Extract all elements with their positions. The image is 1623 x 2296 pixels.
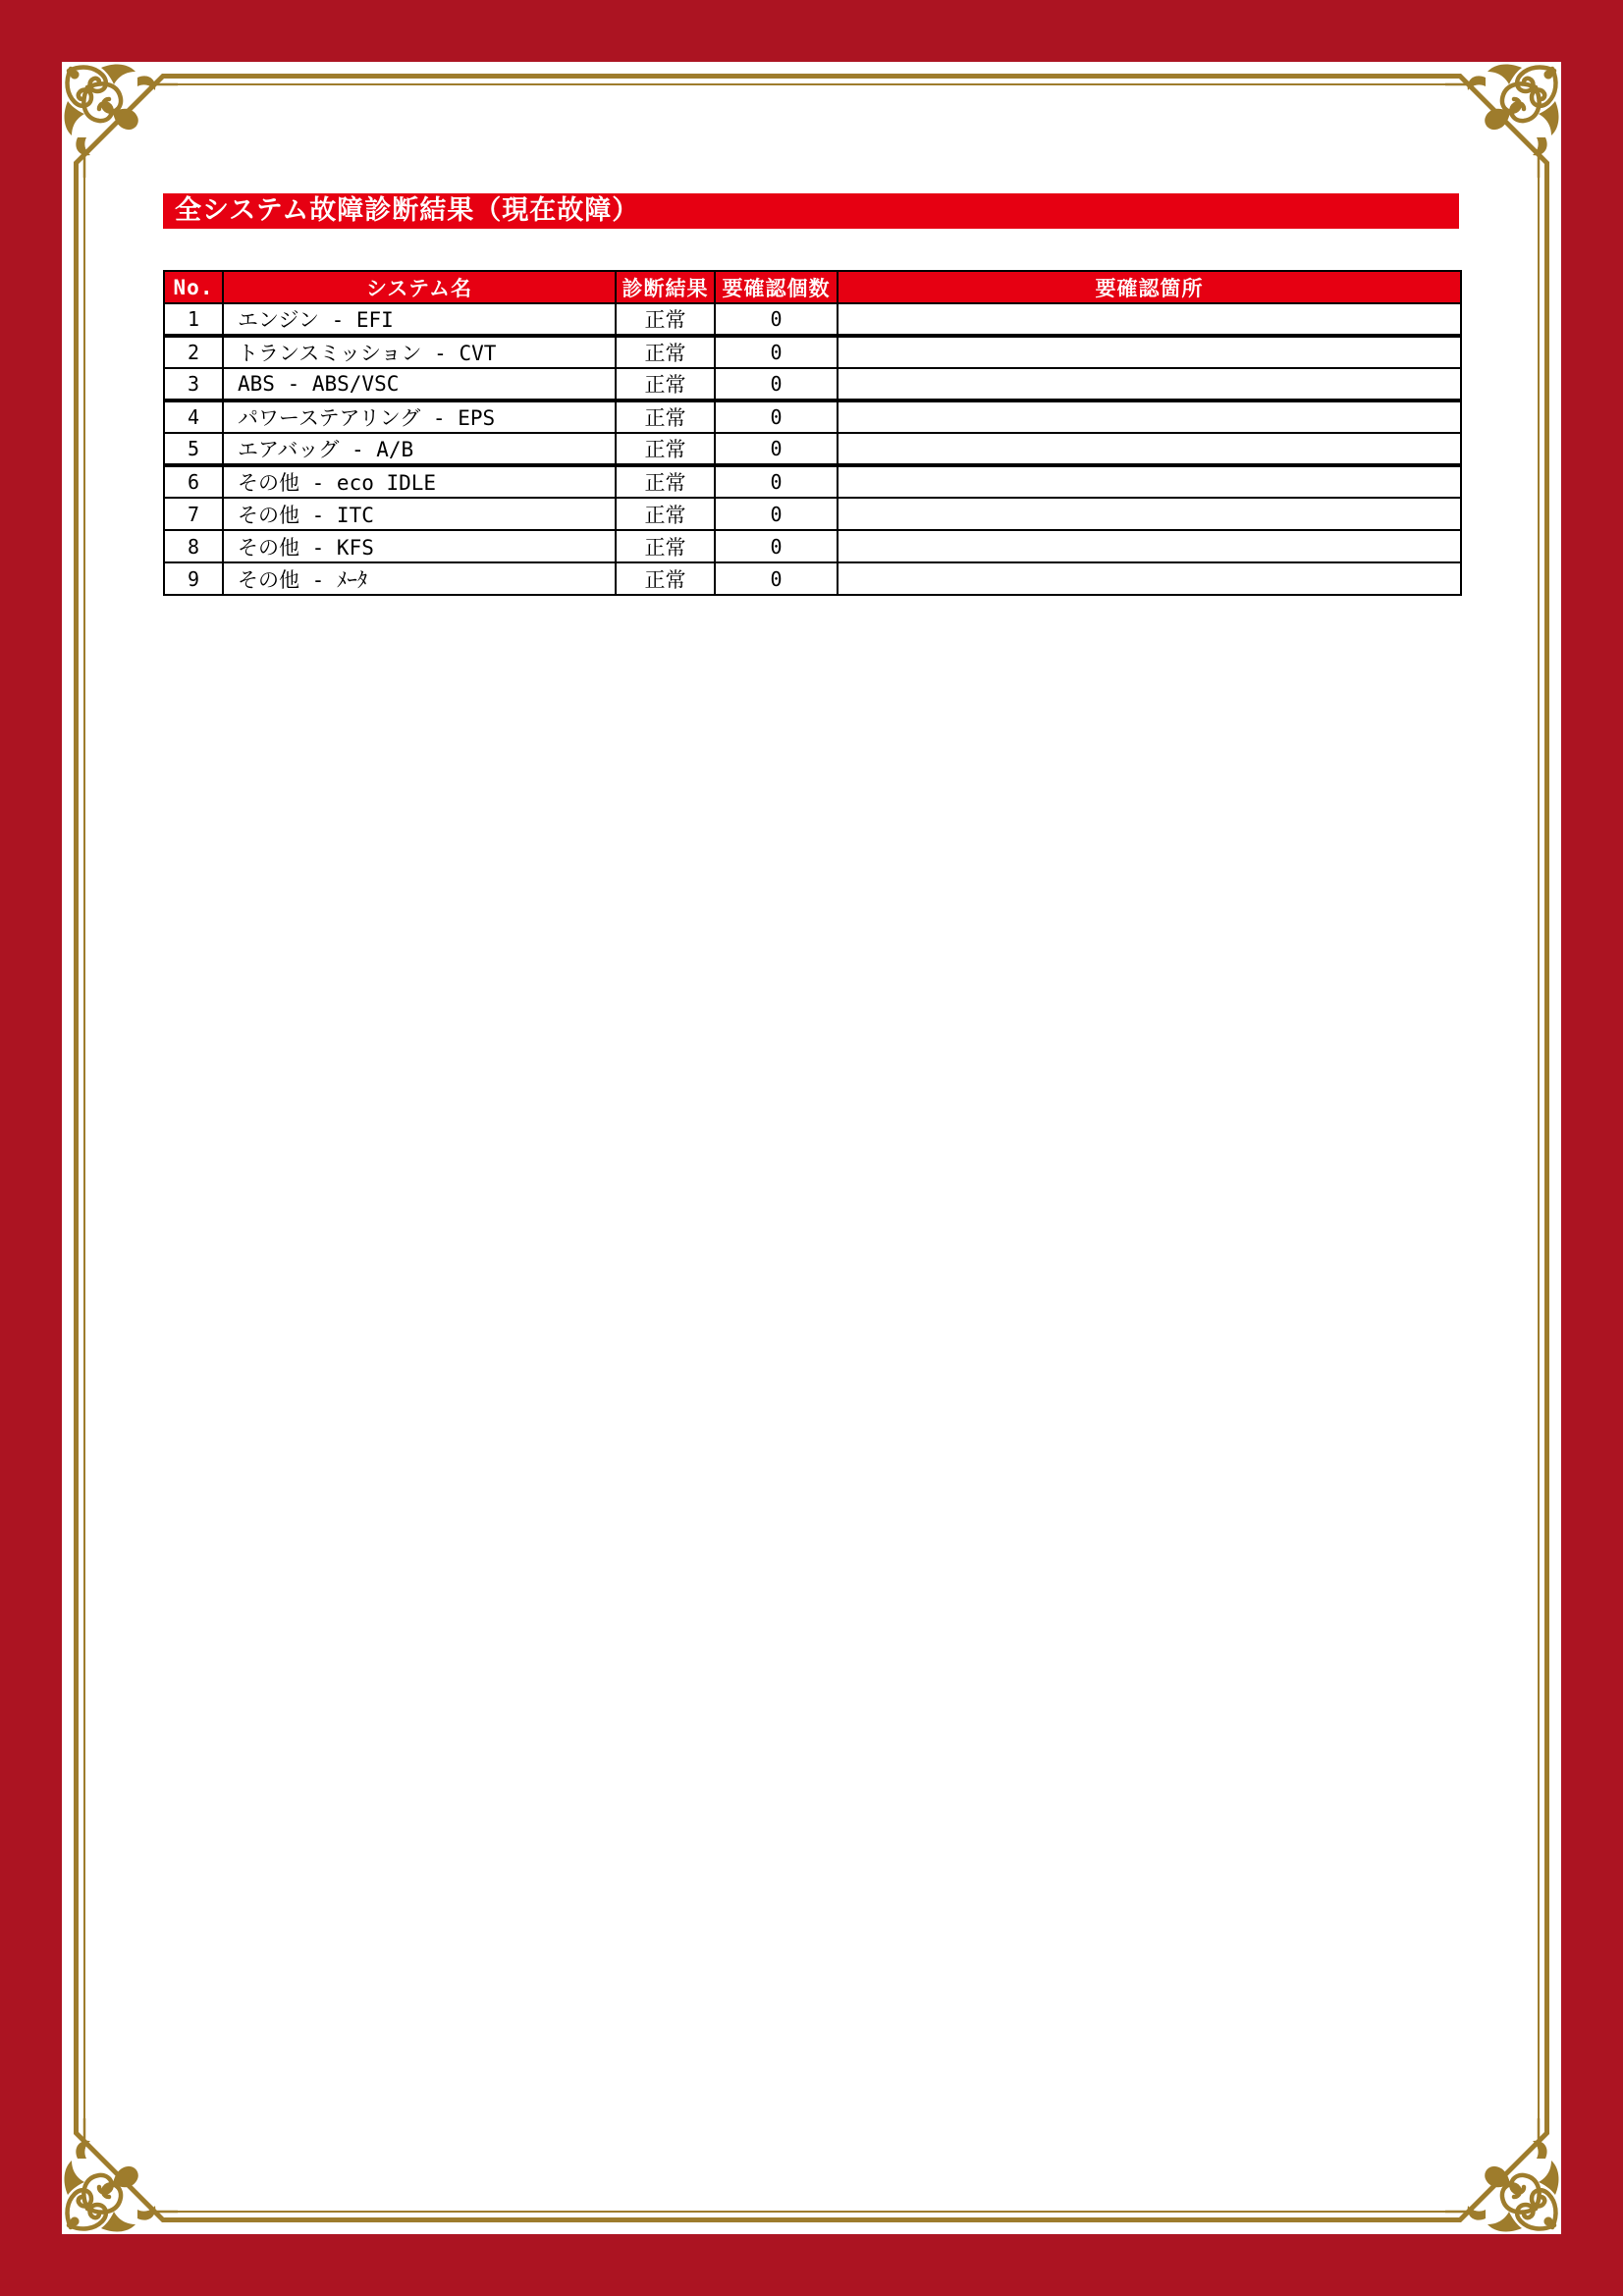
- location-cell: [838, 498, 1461, 530]
- count-cell: 0: [715, 368, 838, 400]
- table-row: [164, 530, 1461, 562]
- location-cell: [838, 336, 1461, 368]
- system-name-cell: エンジン - EFI: [223, 303, 616, 336]
- table-row: [164, 498, 1461, 530]
- table-row: [164, 303, 1461, 336]
- row-number-cell: 3: [164, 368, 223, 400]
- row-number-cell: 5: [164, 433, 223, 465]
- count-cell: 0: [715, 530, 838, 562]
- diagnosis-table: [163, 270, 1462, 596]
- result-cell: 正常: [616, 433, 715, 465]
- result-cell: 正常: [616, 336, 715, 368]
- result-cell: 正常: [616, 303, 715, 336]
- location-cell: [838, 303, 1461, 336]
- location-cell: [838, 400, 1461, 433]
- system-name-cell: その他 - ITC: [223, 498, 616, 530]
- location-cell: [838, 465, 1461, 498]
- col-header-system: システム名: [223, 271, 616, 303]
- table-row: [164, 433, 1461, 465]
- col-header-location: 要確認箇所: [838, 271, 1461, 303]
- count-cell: 0: [715, 465, 838, 498]
- row-number-cell: 6: [164, 465, 223, 498]
- location-cell: [838, 433, 1461, 465]
- system-name-cell: エアバッグ - A/B: [223, 433, 616, 465]
- location-cell: [838, 368, 1461, 400]
- col-header-count: 要確認個数: [715, 271, 838, 303]
- count-cell: 0: [715, 498, 838, 530]
- table-row: [164, 368, 1461, 400]
- col-header-result: 診断結果: [616, 271, 715, 303]
- corner-ornament-top-right-icon: [1445, 62, 1561, 178]
- count-cell: 0: [715, 336, 838, 368]
- result-cell: 正常: [616, 498, 715, 530]
- document-paper: [62, 62, 1561, 2234]
- corner-ornament-top-left-icon: [62, 62, 178, 178]
- system-name-cell: その他 - ﾒｰﾀ: [223, 562, 616, 595]
- section-title-bar: [163, 193, 1459, 229]
- system-name-cell: ABS - ABS/VSC: [223, 368, 616, 400]
- row-number-cell: 8: [164, 530, 223, 562]
- row-number-cell: 7: [164, 498, 223, 530]
- system-name-cell: パワーステアリング - EPS: [223, 400, 616, 433]
- system-name-cell: その他 - KFS: [223, 530, 616, 562]
- table-row: [164, 400, 1461, 433]
- table-header-row: [164, 271, 1461, 303]
- row-number-cell: 2: [164, 336, 223, 368]
- count-cell: 0: [715, 303, 838, 336]
- corner-ornament-bottom-left-icon: [62, 2118, 178, 2234]
- result-cell: 正常: [616, 562, 715, 595]
- corner-ornament-bottom-right-icon: [1445, 2118, 1561, 2234]
- table-row: [164, 465, 1461, 498]
- count-cell: 0: [715, 400, 838, 433]
- table-row: [164, 562, 1461, 595]
- result-cell: 正常: [616, 400, 715, 433]
- system-name-cell: トランスミッション - CVT: [223, 336, 616, 368]
- row-number-cell: 4: [164, 400, 223, 433]
- table-row: [164, 336, 1461, 368]
- row-number-cell: 9: [164, 562, 223, 595]
- count-cell: 0: [715, 562, 838, 595]
- location-cell: [838, 562, 1461, 595]
- report-content: [163, 193, 1479, 596]
- result-cell: 正常: [616, 368, 715, 400]
- row-number-cell: 1: [164, 303, 223, 336]
- result-cell: 正常: [616, 530, 715, 562]
- location-cell: [838, 530, 1461, 562]
- count-cell: 0: [715, 433, 838, 465]
- system-name-cell: その他 - eco IDLE: [223, 465, 616, 498]
- col-header-no: No.: [164, 271, 223, 303]
- page-title: 全システム故障診断結果（現在故障）: [175, 195, 640, 226]
- result-cell: 正常: [616, 465, 715, 498]
